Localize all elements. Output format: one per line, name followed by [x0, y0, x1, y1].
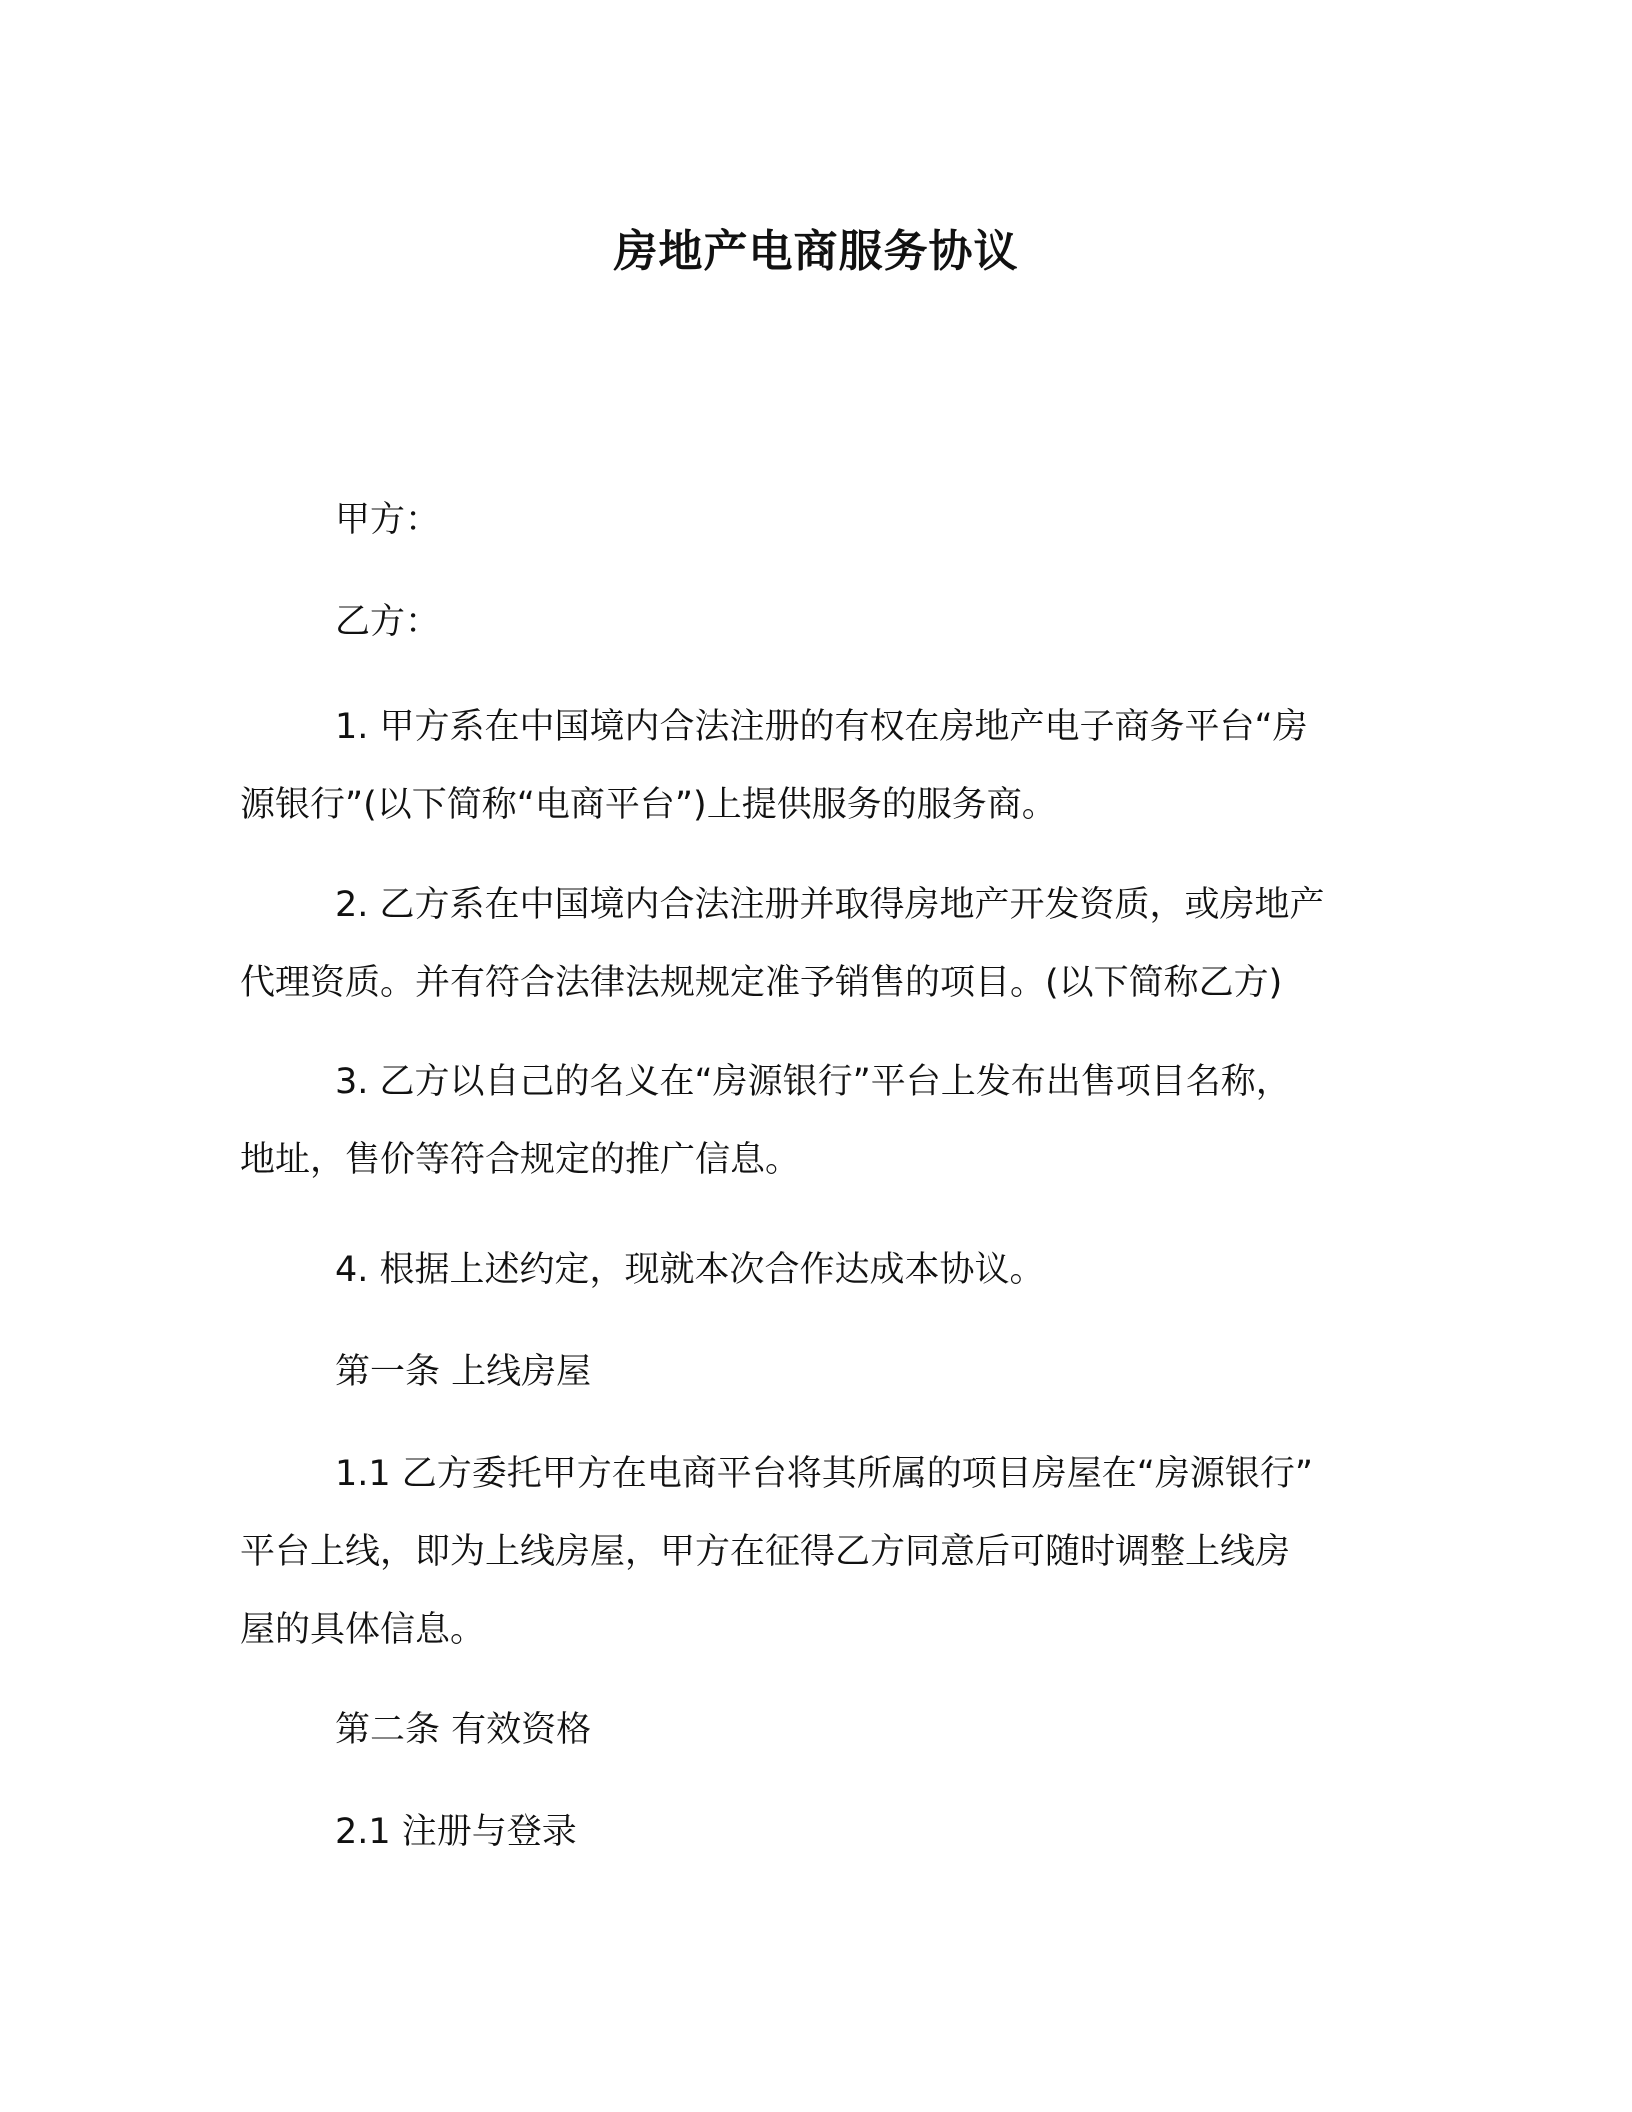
article-2-1-heading: 2.1 注册与登录 — [335, 1812, 577, 1852]
clause-1 — [240, 688, 1380, 844]
party-a-label: 甲方： — [335, 500, 441, 540]
clause-1-line-1: 1. 甲方系在中国境内合法注册的有权在房地产电子商务平台“房 — [335, 707, 1308, 747]
article-1-heading: 第一条 上线房屋 — [335, 1352, 592, 1392]
article-1-1-line-1: 1.1 乙方委托甲方在电商平台将其所属的项目房屋在“房源银行” — [335, 1454, 1314, 1494]
article-1-1 — [240, 1435, 1380, 1669]
clause-3-line-1: 3. 乙方以自己的名义在“房源银行”平台上发布出售项目名称， — [335, 1062, 1291, 1102]
article-2-heading: 第二条 有效资格 — [335, 1710, 592, 1750]
article-1-1-line-2: 平台上线，即为上线房屋，甲方在征得乙方同意后可随时调整上线房 — [240, 1532, 1291, 1572]
clause-3-line-2: 地址，售价等符合规定的推广信息。 — [240, 1140, 801, 1180]
clause-2-line-2: 代理资质。并有符合法律法规规定准予销售的项目。(以下简称乙方) — [240, 963, 1283, 1003]
clause-1-line-2: 源银行”(以下简称“电商平台”)上提供服务的服务商。 — [240, 785, 1057, 825]
article-1-1-line-3: 屋的具体信息。 — [240, 1610, 486, 1650]
party-b-label: 乙方： — [335, 602, 441, 642]
clause-2-line-1: 2. 乙方系在中国境内合法注册并取得房地产开发资质，或房地产 — [335, 885, 1325, 925]
document-title: 房地产电商服务协议 — [613, 226, 1019, 277]
clause-2 — [240, 866, 1380, 1022]
clause-4: 4. 根据上述约定，现就本次合作达成本协议。 — [335, 1250, 1045, 1290]
clause-3 — [240, 1043, 1380, 1199]
